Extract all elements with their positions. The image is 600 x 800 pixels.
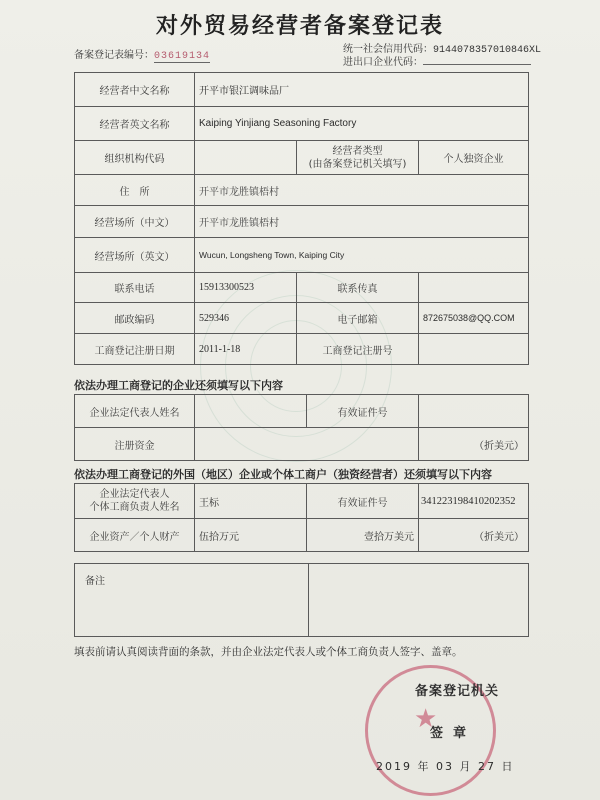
seal-star-icon: ★ [414, 704, 438, 734]
sign-label: 签章 [430, 726, 477, 741]
reg-no-value [419, 334, 529, 365]
type-value: 个人独资企业 [419, 141, 529, 175]
en-name-label: 经营者英文名称 [75, 107, 195, 141]
section2-heading: 依法办理工商登记的外国（地区）企业或个体工商户（独资经营者）还须填写以下内容 [74, 468, 492, 481]
authority-label: 备案登记机关 [415, 684, 500, 699]
section2-table [74, 483, 529, 552]
credit-code-label: 统一社会信用代码： [343, 44, 433, 55]
s2-rep-label [75, 484, 195, 519]
assets-unit: （折美元） [419, 519, 529, 552]
email-label: 电子邮箱 [297, 303, 419, 334]
cn-name-label: 经营者中文名称 [75, 73, 195, 107]
ie-code-label: 进出口企业代码： [343, 57, 423, 68]
reg-no-label: 工商登记注册号 [297, 334, 419, 365]
place-en-value: Wucun, Longsheng Town, Kaiping City [195, 238, 529, 273]
fax-value [419, 273, 529, 303]
form-title: 对外贸易经营者备案登记表 [155, 13, 444, 39]
reg-date-value: 2011-1-18 [195, 334, 297, 365]
s2-id-label: 有效证件号 [307, 484, 419, 519]
postcode-value: 529346 [195, 303, 297, 334]
residence-label: 住 所 [75, 175, 195, 206]
residence-value: 开平市龙胜镇梧村 [195, 175, 529, 206]
record-number-value: 03619134 [154, 51, 211, 62]
type-label-line2: (由备案登记机关填写) [308, 158, 407, 170]
record-number-label: 备案登记表编号： [74, 50, 154, 61]
fax-label: 联系传真 [297, 273, 419, 303]
section1-table [74, 394, 529, 461]
ie-code-value [423, 64, 531, 65]
org-code-value [195, 141, 297, 175]
email-value: 872675038@QQ.COM [419, 303, 529, 334]
s1-id-label: 有效证件号 [307, 395, 419, 428]
cn-name-value: 开平市银江调味品厂 [195, 73, 529, 107]
s2-rep-value: 王标 [195, 484, 307, 519]
remarks-table [74, 563, 529, 637]
section1-heading: 依法办理工商登记的企业还须填写以下内容 [74, 379, 283, 392]
place-cn-value: 开平市龙胜镇梧村 [195, 206, 529, 238]
assets-value: 伍拾万元 [195, 519, 307, 552]
capital-value [195, 428, 419, 461]
s2-rep-label-line2: 个体工商负责人姓名 [89, 502, 180, 513]
place-en-label: 经营场所（英文） [75, 238, 195, 273]
legal-rep-label: 企业法定代表人姓名 [75, 395, 195, 428]
reg-date-label: 工商登记注册日期 [75, 334, 195, 365]
remarks-label: 备注 [75, 564, 309, 637]
capital-unit: （折美元） [419, 428, 529, 461]
assets-usd-value: 壹拾万美元 [307, 519, 419, 552]
s2-rep-label-line1: 企业法定代表人 [99, 489, 170, 500]
place-cn-label: 经营场所（中文） [75, 206, 195, 238]
footer-note: 填表前请认真阅读背面的条款，并由企业法定代表人或个体工商负责人签字、盖章。 [74, 646, 463, 658]
main-info-table [74, 72, 529, 365]
s1-id-value [419, 395, 529, 428]
record-number [74, 46, 210, 63]
type-label-line1: 经营者类型 [332, 145, 383, 157]
credit-code-value: 9144078357010846XL [433, 45, 542, 56]
postcode-label: 邮政编码 [75, 303, 195, 334]
type-label [297, 141, 419, 175]
en-name-value: Kaiping Yinjiang Seasoning Factory [195, 107, 529, 141]
capital-label: 注册资金 [75, 428, 195, 461]
issue-date: 2019 年 03 月 27 日 [376, 760, 515, 773]
phone-value: 15913300523 [195, 273, 297, 303]
legal-rep-value [195, 395, 307, 428]
phone-label: 联系电话 [75, 273, 195, 303]
ie-code [343, 53, 531, 68]
org-code-label: 组织机构代码 [75, 141, 195, 175]
assets-label: 企业资产／个人财产 [75, 519, 195, 552]
remarks-value [309, 564, 529, 637]
s2-id-value: 341223198410202352 [419, 484, 529, 519]
